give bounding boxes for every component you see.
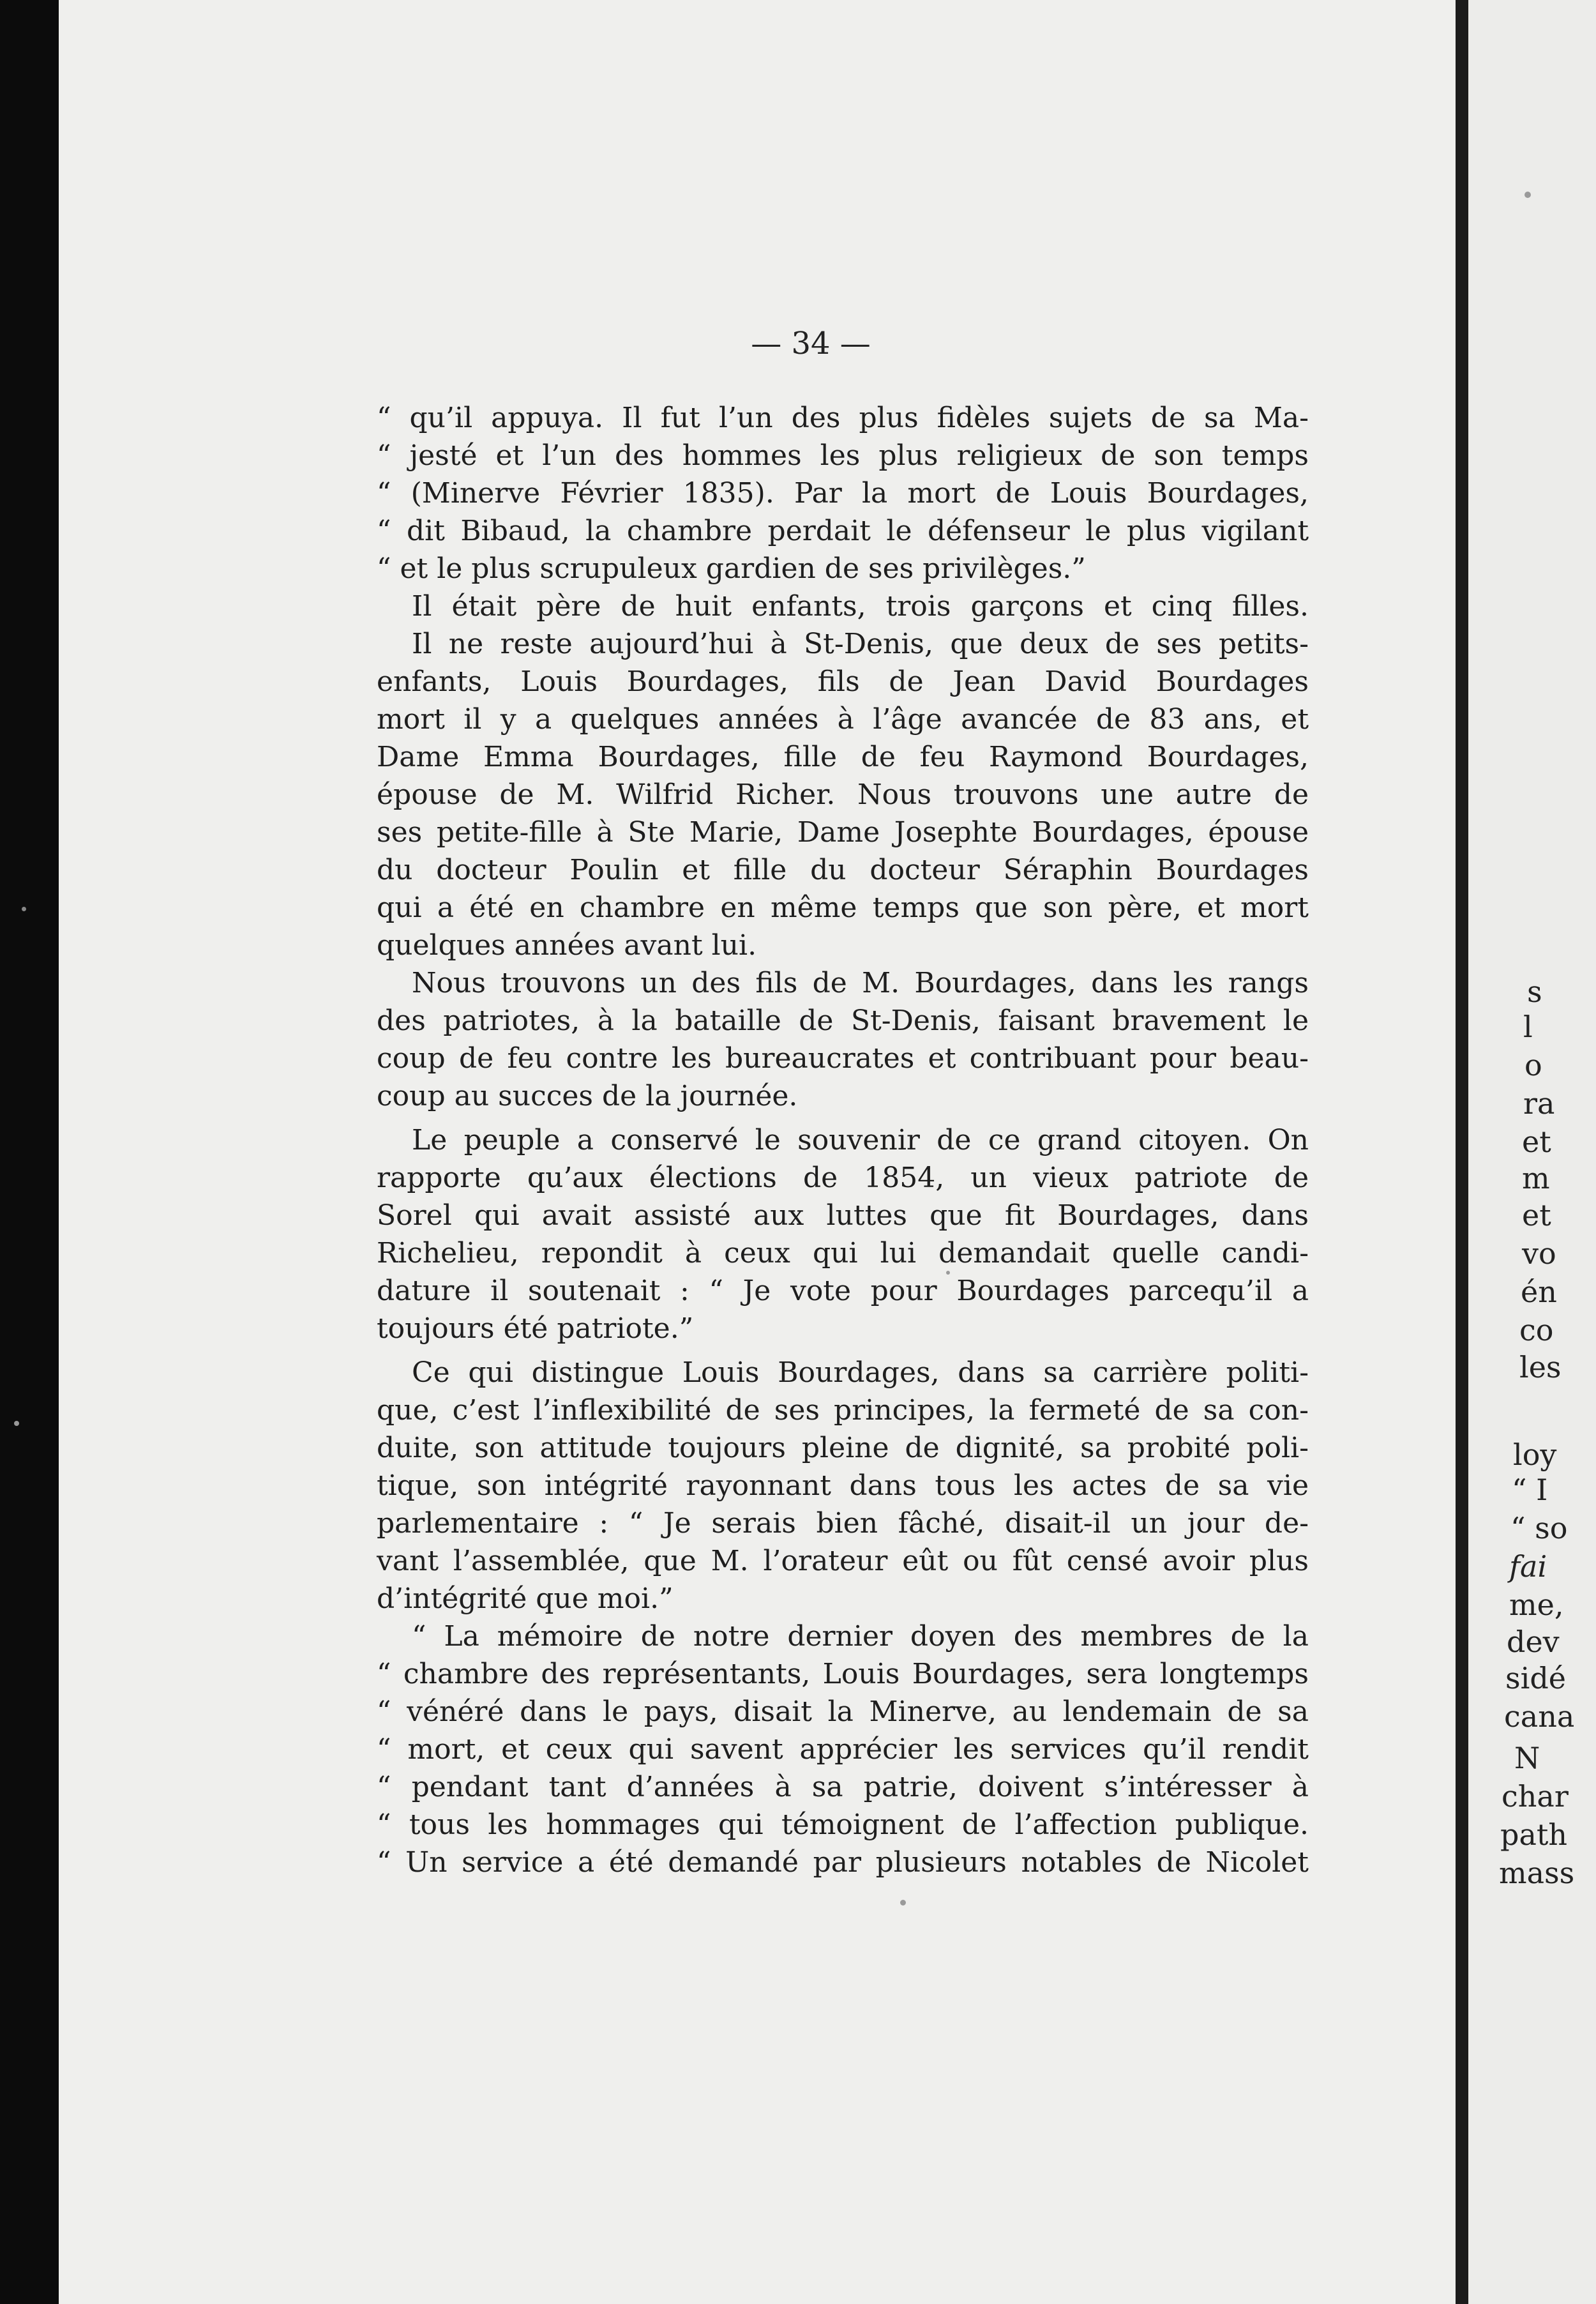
text-line: “ jesté et l’un des hommes les plus religieux de son temps (377, 439, 1309, 472)
text-line: Ce qui distingue Louis Bourdages, dans sa carrière politi- (412, 1356, 1309, 1389)
margin-fragment: ra (1523, 1086, 1555, 1121)
text-line: coup au succes de la journée. (377, 1080, 798, 1112)
text-line: “ dit Bibaud, la chambre perdait le défenseur le plus vigilant (377, 515, 1309, 547)
page-body (377, 399, 1309, 1881)
text-line: “ tous les hommages qui témoignent de l’affection publique. (377, 1808, 1309, 1841)
text-line: tique, son intégrité rayonnant dans tous les actes de sa vie (377, 1469, 1309, 1502)
margin-fragment: s (1527, 974, 1542, 1009)
margin-fragment: m (1522, 1161, 1550, 1195)
scan-speck (22, 907, 26, 911)
scan-speck (14, 1421, 19, 1426)
text-line: “ La mémoire de notre dernier doyen des membres de la (412, 1620, 1309, 1653)
margin-fragment: o (1524, 1048, 1542, 1082)
margin-fragment: loy (1513, 1437, 1557, 1472)
text-line: mort il y a quelques années à l’âge avancée de 83 ans, et (377, 703, 1309, 736)
text-line: “ qu’il appuya. Il fut l’un des plus fidèles sujets de sa Ma- (377, 402, 1309, 434)
text-line: ses petite-fille à Ste Marie, Dame Josephte Bourdages, épouse (377, 816, 1309, 849)
scan-speck (900, 1900, 906, 1906)
text-line: “ (Minerve Février 1835). Par la mort de Louis Bourdages, (377, 477, 1309, 510)
text-line: d’intégrité que moi.” (377, 1582, 674, 1615)
margin-fragment: én (1521, 1275, 1557, 1309)
text-line: Il ne reste aujourd’hui à St-Denis, que deux de ses petits- (412, 628, 1309, 660)
margin-fragment: “ so (1510, 1511, 1568, 1545)
text-line: Nous trouvons un des fils de M. Bourdages, dans les rangs (412, 967, 1309, 999)
text-line: que, c’est l’inflexibilité de ses principes, la fermeté de sa con- (377, 1394, 1309, 1427)
text-line: “ vénéré dans le pays, disait la Minerve, au lendemain de sa (377, 1695, 1309, 1728)
margin-fragment: mass (1499, 1856, 1575, 1890)
text-line: Richelieu, repondit à ceux qui lui demandait quelle candi- (377, 1237, 1309, 1269)
margin-fragment: et (1522, 1125, 1551, 1159)
margin-fragment: char (1502, 1779, 1569, 1814)
text-line: épouse de M. Wilfrid Richer. Nous trouvons une autre de (377, 778, 1309, 811)
margin-fragment: cana (1504, 1699, 1575, 1734)
margin-fragment: dev (1507, 1625, 1560, 1659)
text-line: Sorel qui avait assisté aux luttes que fit Bourdages, dans (377, 1199, 1309, 1232)
text-line: “ Un service a été demandé par plusieurs notables de Nicolet (377, 1846, 1309, 1879)
text-line: “ chambre des représentants, Louis Bourdages, sera longtemps (377, 1658, 1309, 1690)
margin-fragment: vo (1522, 1236, 1556, 1271)
text-line: Il était père de huit enfants, trois garçons et cinq filles. (412, 590, 1309, 623)
scan-speck (1524, 192, 1531, 198)
text-line: parlementaire : “ Je serais bien fâché, disait-il un jour de- (377, 1507, 1309, 1540)
page-number: — 34 — (751, 326, 871, 361)
text-line: dature il soutenait : “ Je vote pour Bourdages parcequ’il a (377, 1275, 1309, 1307)
margin-fragment: “ I (1512, 1473, 1548, 1507)
text-line: “ mort, et ceux qui savent apprécier les services qu’il rendit (377, 1733, 1309, 1766)
margin-fragment: path (1500, 1817, 1567, 1852)
text-line: duite, son attitude toujours pleine de dignité, sa probité poli- (377, 1432, 1309, 1464)
text-line: des patriotes, à la bataille de St-Denis, faisant bravement le (377, 1004, 1309, 1037)
text-line: quelques années avant lui. (377, 929, 757, 962)
margin-fragment: fai (1509, 1549, 1547, 1584)
margin-fragment: l (1523, 1010, 1533, 1044)
text-line: Le peuple a conservé le souvenir de ce grand citoyen. On (412, 1124, 1309, 1156)
text-line: rapporte qu’aux élections de 1854, un vieux patriote de (377, 1162, 1309, 1194)
margin-fragment: et (1522, 1198, 1551, 1232)
margin-fragment: me, (1509, 1588, 1564, 1622)
text-line: enfants, Louis Bourdages, fils de Jean David Bourdages (377, 665, 1309, 698)
text-line: qui a été en chambre en même temps que son père, et mort (377, 891, 1309, 924)
margin-fragment: N (1514, 1741, 1540, 1775)
margin-fragment: co (1519, 1313, 1554, 1347)
margin-fragment: sidé (1505, 1661, 1566, 1695)
text-line: toujours été patriote.” (377, 1312, 694, 1345)
text-line: vant l’assemblée, que M. l’orateur eût ou fût censé avoir plus (377, 1545, 1309, 1577)
text-line: Dame Emma Bourdages, fille de feu Raymond Bourdages, (377, 741, 1309, 773)
text-line: coup de feu contre les bureaucrates et contribuant pour beau- (377, 1042, 1309, 1075)
text-line: “ pendant tant d’années à sa patrie, doivent s’intéresser à (377, 1771, 1309, 1803)
text-line: “ et le plus scrupuleux gardien de ses privilèges.” (377, 552, 1086, 585)
text-line: du docteur Poulin et fille du docteur Séraphin Bourdages (377, 854, 1309, 886)
margin-fragment: les (1519, 1350, 1562, 1384)
